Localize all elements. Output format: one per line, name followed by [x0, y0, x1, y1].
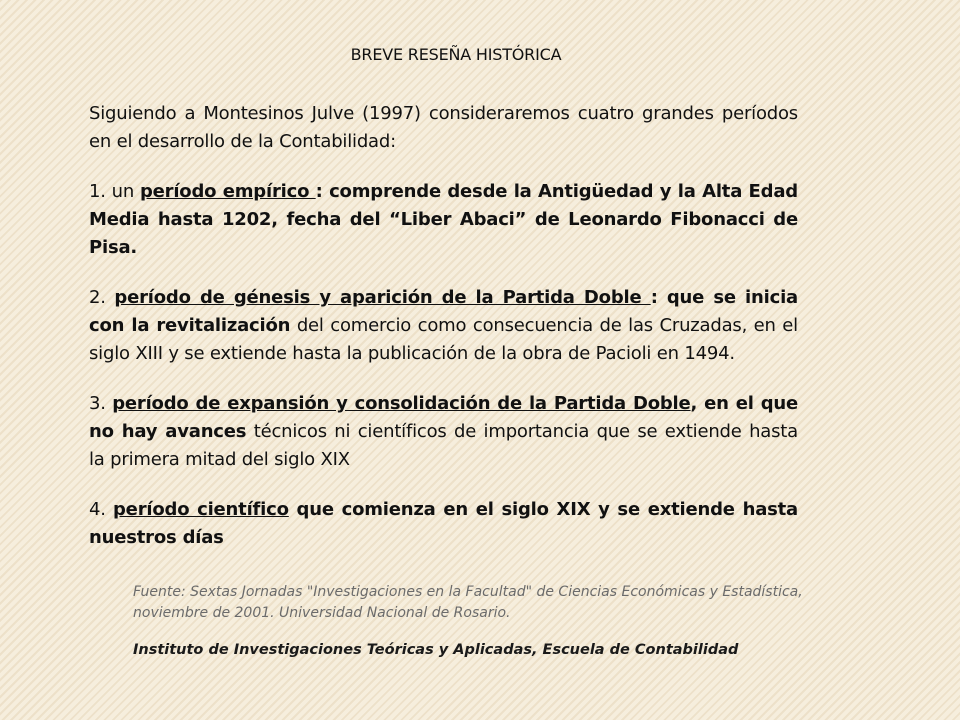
period-3 [89, 390, 798, 474]
period-4-bold-text: que comienza en el siglo XIX y se extiende hasta nuestros días [89, 499, 798, 548]
period-2-number: 2. [89, 287, 106, 308]
period-4 [89, 496, 798, 552]
period-4-prefix [106, 499, 113, 520]
institute-credit: Instituto de Investigaciones Teóricas y Aplicadas, Escuela de Contabilidad [133, 642, 739, 658]
period-3-term: período de expansión y consolidación de la Partida Doble [112, 393, 691, 414]
source-citation: Fuente: Sextas Jornadas "Investigaciones en la Facultad" de Ciencias Económicas y Estadística, noviembre de 2001. Universidad Nacional de Rosario. [133, 584, 803, 621]
period-3-text: técnicos ni científicos de importancia que se extiende hasta la primera mitad del siglo XIX [89, 421, 798, 470]
slide-body [89, 100, 798, 552]
period-1 [89, 178, 798, 262]
period-2 [89, 284, 798, 368]
period-4-number: 4. [89, 499, 106, 520]
slide-title: BREVE RESEÑA HISTÓRICA [350, 45, 562, 64]
period-3-bold-text: , en el que no hay avances [89, 393, 799, 442]
period-2-bold-text: : que se inicia con la revitalización [89, 287, 798, 336]
period-3-number: 3. [89, 393, 106, 414]
period-1-number: 1. [89, 181, 106, 202]
intro-paragraph: Siguiendo a Montesinos Julve (1997) consideraremos cuatro grandes períodos en el desarrollo de la Contabilidad: [89, 103, 798, 152]
period-4-term: período científico [113, 499, 289, 520]
period-1-term: período empírico [139, 181, 316, 202]
period-1-bold-text: : comprende desde la Antigüedad y la Alta Edad Media hasta 1202, fecha del “Liber Abaci” de Leonardo Fibonacci de Pisa. [89, 181, 798, 258]
period-2-term: período de génesis y aparición de la Partida Doble [114, 287, 651, 308]
period-2-text: del comercio como consecuencia de las Cruzadas, en el siglo XIII y se extiende hasta la publicación de la obra de Pacioli en 1494. [89, 315, 798, 364]
period-1-prefix: un [105, 181, 140, 202]
